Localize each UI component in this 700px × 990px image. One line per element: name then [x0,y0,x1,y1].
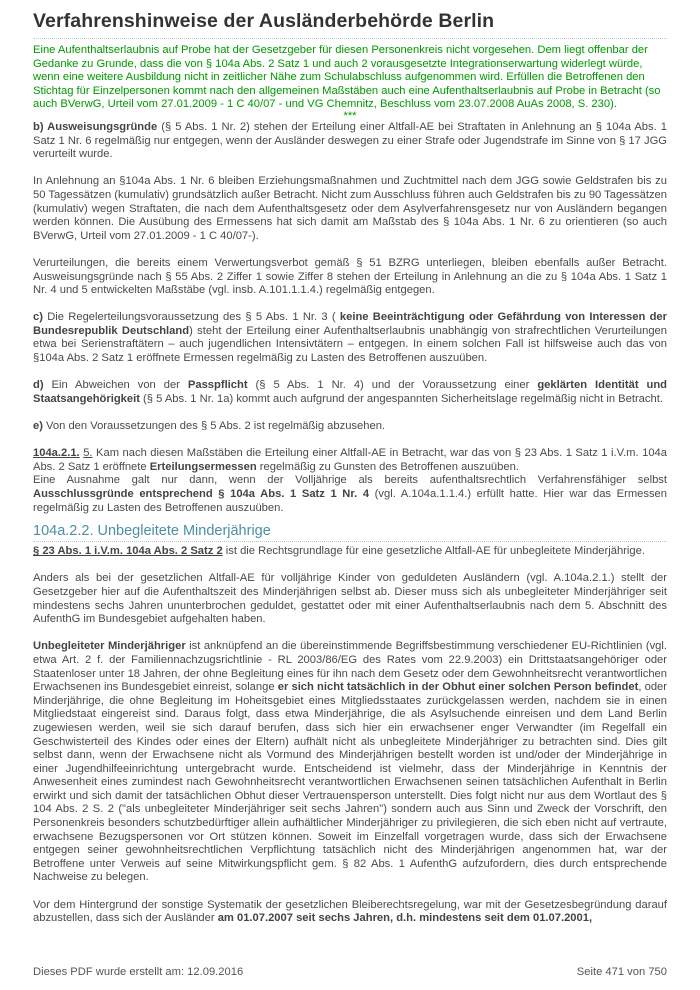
section-number-5: 5. [83,447,93,460]
paragraph-hintergrund-bold: am 01.07.2007 seit sechs Jahren, d.h. mindestens seit dem 01.07.2001, [217,912,593,925]
paragraph-c-bold: keine Beeinträchtigung oder Gefährdung von Interessen der Bundesrepublik Deutschland [33,311,667,337]
paragraph-unbegleiteter [33,640,667,885]
footer-created-date: Dieses PDF wurde erstellt am: 12.09.2016 [33,966,244,978]
paragraph-hintergrund [33,899,667,926]
paragraph-unbegleiteter-bold: Unbegleiteter Minderjähriger [33,640,186,653]
paragraph-c [33,311,667,365]
paragraph-e [33,420,667,434]
paragraph-ausnahme-text-2: (vgl. A.104a.1.1.4.) erfüllt hatte. Hier war das Ermessen regelmäßig zu Lasten des Betroffenen auszuüben. [33,488,667,514]
paragraph-104a-text: Kam nach diesen Maßstäben die Erteilung einer Altfall-AE in Betracht, war das von § 23 Abs. 1 Satz 1 i.V.m. 104a Abs. 2 Satz 1 eröffnete [33,447,667,473]
paragraph-d-label: d) [33,379,44,392]
paragraph-23 [33,545,667,559]
paragraph-e-text: Von den Voraussetzungen des § 5 Abs. 2 ist regelmäßig abzusehen. [42,420,386,433]
paragraph-104a-text-2: regelmäßig zu Gunsten des Betroffenen auszuüben. [256,460,519,473]
paragraph-ausnahme-text: Eine Ausnahme galt nur dann, wenn der Volljährige als bereits aufenthaltsrechtlich Verfahrensfähiger selbst [33,474,667,487]
paragraph-23-bold: § 23 Abs. 1 i.V.m. 104a Abs. 2 Satz 2 [33,545,223,558]
paragraph-ausnahme-bold: Ausschlussgründe entsprechend § 104a Abs. 1 Satz 1 Nr. 4 [33,488,370,500]
paragraph-c-text: Die Regelerteilungsvoraussetzung des § 5 Abs. 1 Nr. 3 ( [42,311,340,324]
paragraph-c-label: c) [33,311,43,324]
paragraph-c-text-2: ) steht der Erteilung einer Aufenthaltserlaubnis unabhängig von strafrechtlichen Verurteilungen etwa bei Serienstraftätern – auch jugendlichen Intensivtätern – entgegen. In einem solchen Fall ist hilfsweise auch das von §104a Abs. 2 Satz 1 eröffnete Ermessen regelmäßig zu Lasten des Betroffenen auszuüben. [33,324,667,365]
footer-page-number: Seite 471 von 750 [576,966,667,978]
paragraph-hintergrund-text: Vor dem Hintergrund der sonstige Systematik der gesetzlichen Bleiberechtsregelung, war mit der Gesetzesbegründung darauf abzustellen, dass sich der Ausländer [33,898,667,925]
paragraph-d-text: Ein Abweichen von der [43,379,188,392]
paragraph-unbegleiteter-bold-2: er sich nicht tatsächlich in der Obhut einer solchen Person befindet [277,681,639,694]
document-page [33,10,667,926]
section-separator: *** [343,109,357,122]
paragraph-104a-bold: Erteilungsermessen [149,460,257,473]
paragraph-anlehnung: In Anlehnung an §104a Abs. 1 Nr. 6 bleiben Erziehungsmaßnahmen und Zuchtmittel nach dem JGG sowie Geldstrafen bis zu 50 Tagessätzen (kumulativ) grundsätzlich außer Betracht. Nicht zum Ausschluss führen auch Geldstrafen bis zu 90 Tagessätzen (kumulativ) wegen Straftaten, die nach dem Aufenthaltsgesetz oder dem Asylverfahrensgesetz nur von Ausländern begangen werden können. Die Ausübung des Ermessens hat sich damit am Maßstab des § 104a Abs. 1 Nr. 6 zu orientieren (so auch BVerwG, Urteil vom 27.01.2009 - 1 C 40/07-). [33,175,667,242]
intro-green-paragraph: Eine Aufenthaltserlaubnis auf Probe hat der Gesetzgeber für diesen Personenkreis nicht vorgesehen. Dem liegt offenbar der Gedanke zu Grunde, dass die von § 104a Abs. 2 Satz 1 und auch 2 vorausgesetzte Integrationserwartung widerlegt würde, wenn eine weitere Ausbildung nicht in zeitlicher Nähe zum Schulabschluss aufgenommen wird. Erfüllen die Betroffenen den Stichtag für Einzelpersonen kommt nach den allgemeinen Maßstäben auch eine Aufenthaltserlaubnis auf Probe in Betracht (so auch BVerwG, Urteil vom 27.01.2009 - 1 C 40/07 - und VG Chemnitz, Beschluss vom 23.07.2008 AuAs 2008, S. 230). [33,44,661,111]
paragraph-d-bold-2: geklärten Identität und Staatsangehörigkeit [33,379,668,405]
paragraph-d-text-2: (§ 5 Abs. 1 Nr. 4) und der Voraussetzung einer [247,379,538,392]
paragraph-verurteilungen: Verurteilungen, die bereits einem Verwertungsverbot gemäß § 51 BZRG unterliegen, bleiben ebenfalls außer Betracht. Ausweisungsgründe nach § 55 Abs. 2 Ziffer 1 sowie Ziffer 8 stehen der Erteilung in Anlehnung an die zu § 104a Abs. 1 Satz 1 Nr. 4 und 5 entwickelten Maßstäbe (vgl. insb. A.101.1.1.4.) regelmäßig entgegen. [33,256,667,297]
document-title: Verfahrenshinweise der Ausländerbehörde Berlin [33,10,667,39]
paragraph-ausnahme [33,474,667,515]
paragraph-d-bold-1: Passpflicht [187,379,248,392]
paragraph-unbegleiteter-text-2: , oder Minderjährige, die ohne Begleitung im Hoheitsgebiet eines Mitgliedsstaates zurückgelassen werden, nachdem sie in einen Mitgliedstaat eingereist sind. Daraus folgt, dass etwa Minderjährige, die als Asylsuchende einreisen und dem Land Berlin zugewiesen werden, weil sie sich darauf berufen, dass sich hier ein erwachsener enger Verwandter (im Regelfall ein Geschwisterteil des Kindes oder eines der Eltern) aufhält nicht als unbegleitete Minderjähriger zu betrachten sind. Dies gilt selbst dann, wenn der Erwachsene nicht als Vormund des Minderjährigen bestellt worden ist und/oder der Minderjährige in einer Jugendhilfeeinrichtung untergebracht wurde. Entscheidend ist vielmehr, dass der Minderjährige in Kenntnis der Anwesenheit eines zumindest nach Gewohnheitsrecht verantwortlichen Erwachsenen seinen tatsächlichen Aufenthalt in Berlin erwirkt und sich damit der tatsächlichen Obhut dieser Vertrauensperson unterstellt. Dies folgt nicht nur aus dem Wortlaut des § 104 Abs. 2 S. 2 ("als unbegleiteter Minderjähriger seit sechs Jahren") sondern auch aus Sinn und Zweck der Vorschrift, den Personenkreis besonders schutzbedürftiger allein aufhältlicher Minderjähriger zu privilegieren, die sich eben nicht auf vertraute, erwachsene Bezugspersonen vor Ort stützen können. Soweit im Einzelfall vorgetragen wurde, dass sich der Erwachsene entgegen seiner gewohnheitsrechtlichen Verpflichtung tatsächlich nicht des Minderjährigen angenommen hat, war der Betroffene unter Verweis auf seine Mitwirkungspflicht gem. § 82 Abs. 1 AufenthG aufzufordern, dies durch entsprechende Nachweise zu belegen. [33,681,667,884]
paragraph-unbegleiteter-text: ist anknüpfend an die übereinstimmende Begriffsbestimmung verschiedener EU-Richtlinien (vgl. etwa Art. 2 f. der Familiennachzugsrichtlinie - RL 2003/86/EG des Rates vom 22.9.2003) ein Drittstaatsangehöriger oder Staatenloser unter 18 Jahren, der ohne Begleitung eines für ihn nach dem Gesetz oder dem Gewohnheitsrecht verantwortlichen Erwachsenen ins Bundesgebiet einreist, solange [33,640,667,694]
paragraph-e-label: e) [33,420,43,433]
section-heading: 104a.2.2. Unbegleitete Minderjährige [33,523,667,542]
page-footer [33,966,667,978]
paragraph-104a-2-1 [33,447,667,474]
paragraph-b-label: b) Ausweisungsgründe [33,120,158,133]
paragraph-b [33,121,667,162]
paragraph-d-text-3: (§ 5 Abs. 1 Nr. 1a) kommt auch aufgrund der angespannten Sicherheitslage regelmäßig nicht in Betracht. [139,392,663,405]
paragraph-b-text: (§ 5 Abs. 1 Nr. 2) stehen der Erteilung einer Altfall-AE bei Straftaten in Anlehnung an § 104a Abs. 1 Satz 1 Nr. 6 regelmäßig nur entgegen, wenn der Ausländer deswegen zu einer Strafe oder Jugendstrafe im Sinne von § 17 JGG verurteilt wurde. [33,120,667,161]
section-ref-104a-2-1: 104a.2.1. [33,447,80,460]
paragraph-23-text: ist die Rechtsgrundlage für eine gesetzliche Altfall-AE für unbegleitete Minderjährige. [222,545,645,558]
paragraph-anders: Anders als bei der gesetzlichen Altfall-AE für volljährige Kinder von geduldeten Ausländern (vgl. A.104a.2.1.) stellt der Gesetzgeber hier auf die Aufenthaltszeit des Minderjährigen selbst ab. Dieser muss sich als unbegleiteter Minderjähriger seit mindestens sechs Jahren ununterbrochen geduldet, gestattet oder mit einer Aufenthaltserlaubnis nach dem 5. Abschnitt des AufenthG im Bundesgebiet aufgehalten haben. [33,572,667,626]
paragraph-d [33,379,667,406]
